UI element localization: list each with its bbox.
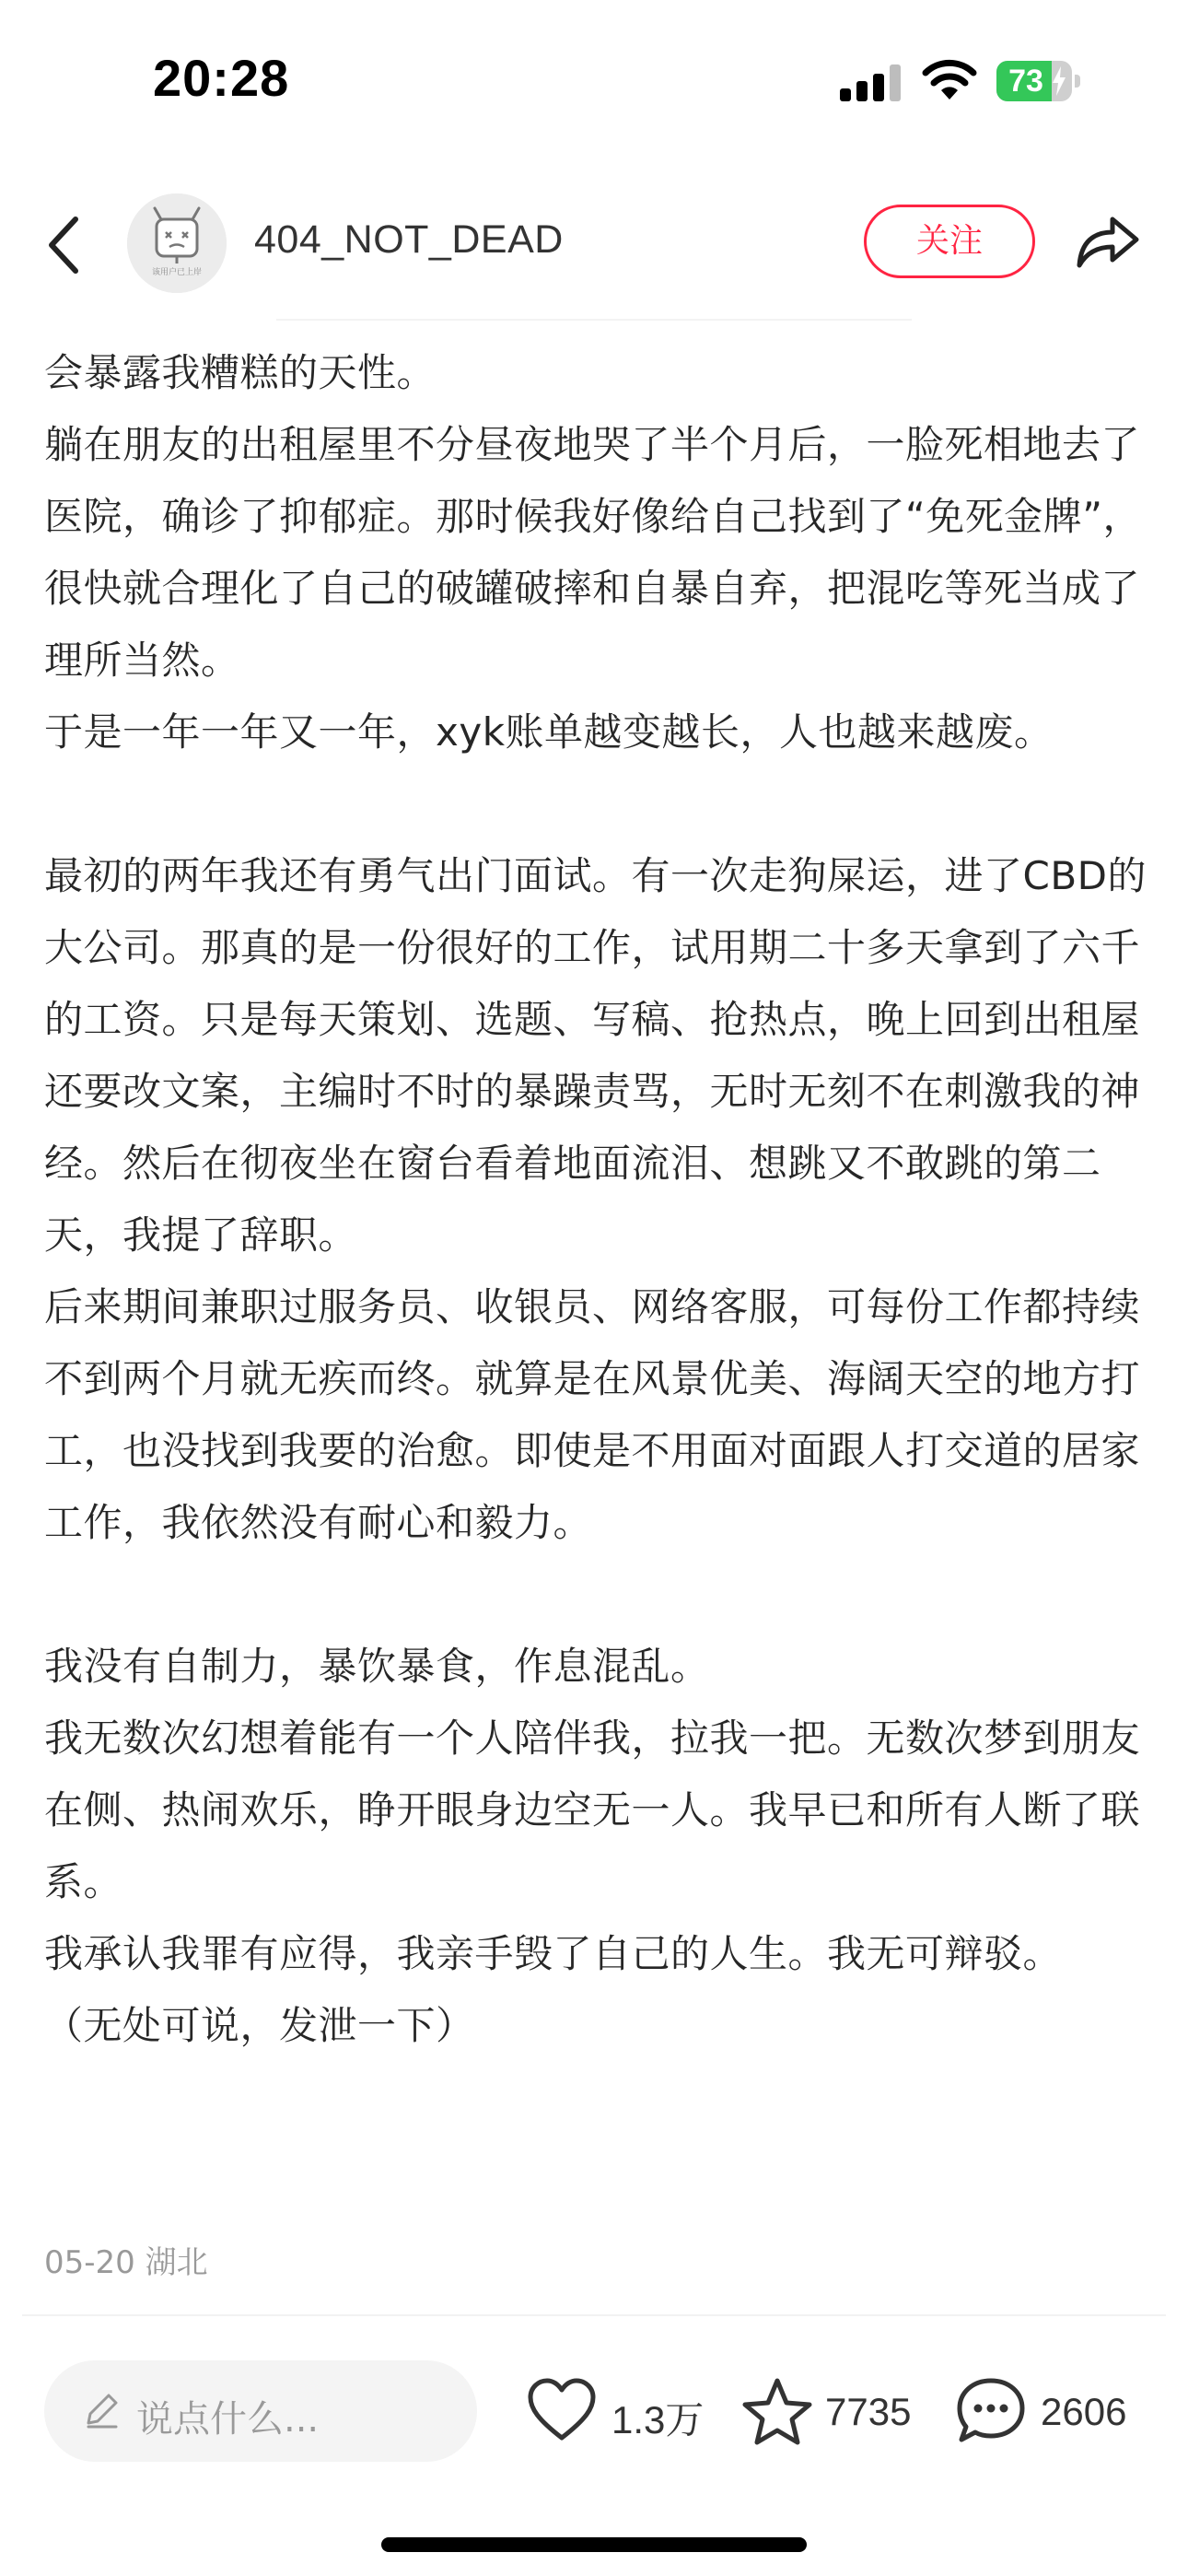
avatar-caption: 该用户已上岸 (151, 268, 202, 277)
post-location: 湖北 (145, 2244, 208, 2281)
paragraph-spacer (44, 768, 1149, 840)
collect-count: 7735 (825, 2390, 912, 2433)
header-divider (276, 319, 912, 321)
share-arrow-icon (1072, 208, 1142, 273)
charging-bolt-icon (1052, 66, 1066, 96)
cellular-signal-icon (840, 64, 906, 101)
post-meta (44, 2237, 208, 2282)
paragraph-spacer (44, 1559, 1149, 1631)
battery-indicator (996, 61, 1081, 101)
avatar-robot-icon (127, 193, 227, 293)
meta-divider (22, 2314, 1166, 2316)
comment-button[interactable] (954, 2371, 1157, 2451)
star-icon (740, 2375, 814, 2447)
like-button[interactable] (525, 2371, 709, 2451)
share-button[interactable] (1072, 208, 1142, 273)
follow-button[interactable]: 关注 (864, 205, 1035, 278)
post-paragraph: 会暴露我糟糕的天性。 (44, 350, 437, 395)
post-paragraph: 后来期间兼职过服务员、收银员、网络客服，可每份工作都持续不到两个月就无疾而终。就算是在风景优美、海阔天空的地方打工，也没找到我要的治愈。即使是不用面对面跟人打交道的居家工作，我依然没有耐心和毅力。 (44, 1284, 1141, 1545)
wifi-icon (921, 57, 978, 103)
post-paragraph: 最初的两年我还有勇气出门面试。有一次走狗屎运，进了CBD的大公司。那真的是一份很好的工作，试用期二十多天拿到了六千的工资。只是每天策划、选题、写稿、抢热点，晚上回到出租屋还要改文案，主编时不时的暴躁责骂，无时无刻不在刺激我的神经。然后在彻夜坐在窗台看着地面流泪、想跳又不敢跳的第二天，我提了辞职。 (44, 853, 1147, 1258)
post-paragraph: 我承认我罪有应得，我亲手毁了自己的人生。我无可辩驳。 (44, 1931, 1063, 1976)
comment-bubble-icon (954, 2375, 1028, 2447)
battery-percent: 73 (1008, 64, 1043, 99)
post-paragraph: 我无数次幻想着能有一个人陪伴我，拉我一把。无数次梦到朋友在侧、热闹欢乐，睁开眼身边空无一人。我早已和所有人断了联系。 (44, 1715, 1141, 1904)
post-paragraph: （无处可说，发泄一下） (44, 2003, 475, 2048)
home-indicator (381, 2537, 807, 2552)
post-paragraph: 于是一年一年又一年，xyk账单越变越长，人也越来越废。 (44, 709, 1054, 755)
back-button[interactable] (37, 208, 92, 282)
avatar[interactable] (127, 193, 227, 293)
post-date: 05-20 (44, 2244, 135, 2281)
like-count: 1.3万 (611, 2398, 705, 2441)
comment-count: 2606 (1041, 2390, 1127, 2433)
post-paragraph: 我没有自制力，暴饮暴食，作息混乱。 (44, 1644, 710, 1689)
heart-icon (525, 2375, 599, 2445)
comment-placeholder: 说点什么... (136, 2398, 320, 2441)
back-chevron-icon (37, 208, 92, 282)
comment-input[interactable] (44, 2360, 477, 2462)
post-paragraph: 躺在朋友的出租屋里不分昼夜地哭了半个月后，一脸死相地去了医院，确诊了抑郁症。那时候我好像给自己找到了“免死金牌”，很快就合理化了自己的破罐破摔和自暴自弃，把混吃等死当成了理所当然。 (44, 422, 1143, 683)
username[interactable]: 404_NOT_DEAD (254, 217, 564, 262)
pencil-icon (79, 2388, 123, 2432)
status-time: 20:28 (153, 49, 290, 107)
post-body (44, 337, 1149, 2062)
collect-button[interactable] (740, 2371, 925, 2451)
